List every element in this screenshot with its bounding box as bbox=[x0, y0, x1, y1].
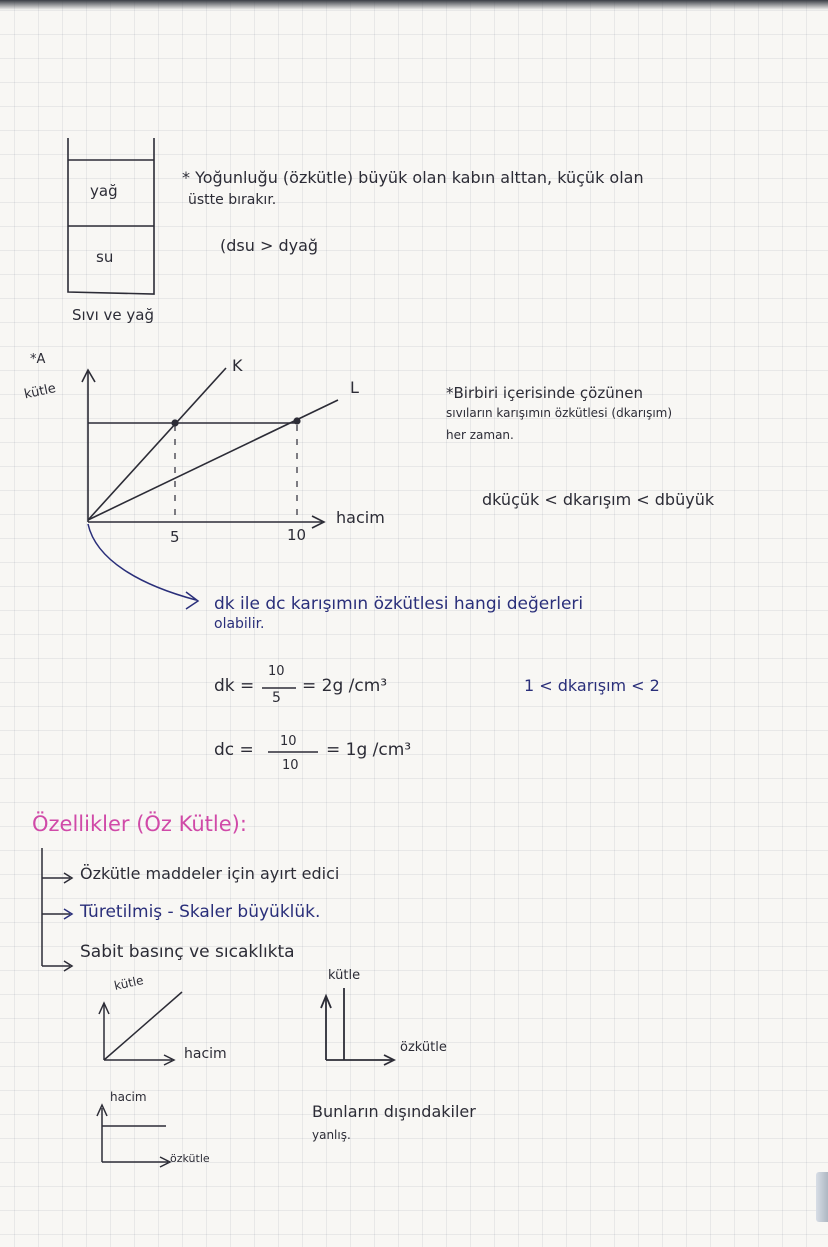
property-item-1: Özkütle maddeler için ayırt edici bbox=[80, 864, 340, 883]
note1-line2: üstte bırakır. bbox=[188, 192, 277, 208]
page-side-tab bbox=[816, 1172, 828, 1222]
graph1-line-k bbox=[88, 368, 226, 520]
mini-graph1-xlabel: hacim bbox=[184, 1046, 227, 1062]
question-line1: dk ile dc karışımın özkütlesi hangi değerleri bbox=[214, 594, 584, 614]
mini-graph3-ylabel: hacim bbox=[110, 1090, 147, 1104]
question-line2: olabilir. bbox=[214, 616, 265, 632]
mini-graph2 bbox=[321, 988, 394, 1065]
graph1-label-l: L bbox=[350, 378, 359, 397]
note2-line2: sıvıların karışımın özkütlesi (dkarışım) bbox=[446, 406, 673, 420]
mini-graph1-ylabel: kütle bbox=[112, 973, 145, 993]
dc-numerator: 10 bbox=[280, 734, 297, 749]
dk-denominator: 5 bbox=[272, 690, 281, 706]
beaker-water-label: su bbox=[96, 248, 114, 266]
property-item-2: Türetilmiş - Skaler büyüklük. bbox=[80, 902, 321, 922]
beaker-oil-label: yağ bbox=[90, 182, 118, 200]
beaker-caption: Sıvı ve yağ bbox=[72, 306, 154, 324]
graph1-tick-10: 10 bbox=[287, 526, 307, 544]
note2-line3: her zaman. bbox=[446, 428, 514, 442]
footer-line1: Bunların dışındakiler bbox=[312, 1102, 476, 1121]
graph1-ylabel-prefix: *A bbox=[30, 352, 46, 367]
graph1-tick-5: 5 bbox=[170, 528, 180, 546]
dc-denominator: 10 bbox=[282, 758, 299, 773]
dc-rhs: = 1g /cm³ bbox=[326, 740, 412, 760]
graph1-point-k bbox=[171, 419, 178, 426]
dk-numerator: 10 bbox=[268, 664, 285, 679]
properties-tree bbox=[42, 848, 72, 971]
graph1-point-l bbox=[293, 417, 300, 424]
property-item-3: Sabit basınç ve sıcaklıkta bbox=[80, 942, 295, 962]
beaker-drawing bbox=[68, 138, 154, 294]
note1-formula: (dsu > dyağ bbox=[220, 236, 319, 255]
graph1-line-l bbox=[88, 400, 338, 520]
mini-graph3 bbox=[97, 1105, 170, 1167]
mini-graph1 bbox=[99, 992, 182, 1065]
note1-line1: * Yoğunluğu (özkütle) büyük olan kabın alttan, küçük olan bbox=[182, 168, 644, 187]
note2-line1: *Birbiri içerisinde çözünen bbox=[446, 384, 643, 402]
mixture-range: 1 < dkarışım < 2 bbox=[524, 676, 660, 695]
footer-line2: yanlış. bbox=[312, 1128, 351, 1142]
graph1-xlabel: hacim bbox=[336, 508, 385, 527]
properties-heading: Özellikler (Öz Kütle): bbox=[32, 812, 247, 836]
graph1-label-k: K bbox=[232, 356, 243, 375]
note2-inequality: dküçük < dkarışım < dbüyük bbox=[482, 490, 715, 509]
dk-rhs: = 2g /cm³ bbox=[302, 676, 388, 696]
mini-graph2-xlabel: özkütle bbox=[400, 1040, 447, 1055]
mini-graph2-ylabel: kütle bbox=[328, 968, 361, 983]
mini-graph3-xlabel: özkütle bbox=[170, 1152, 210, 1165]
dc-lhs: dc = bbox=[214, 740, 254, 760]
question-arrow bbox=[88, 524, 196, 600]
dk-lhs: dk = bbox=[214, 676, 255, 696]
graph1-ylabel: kütle bbox=[22, 381, 58, 403]
